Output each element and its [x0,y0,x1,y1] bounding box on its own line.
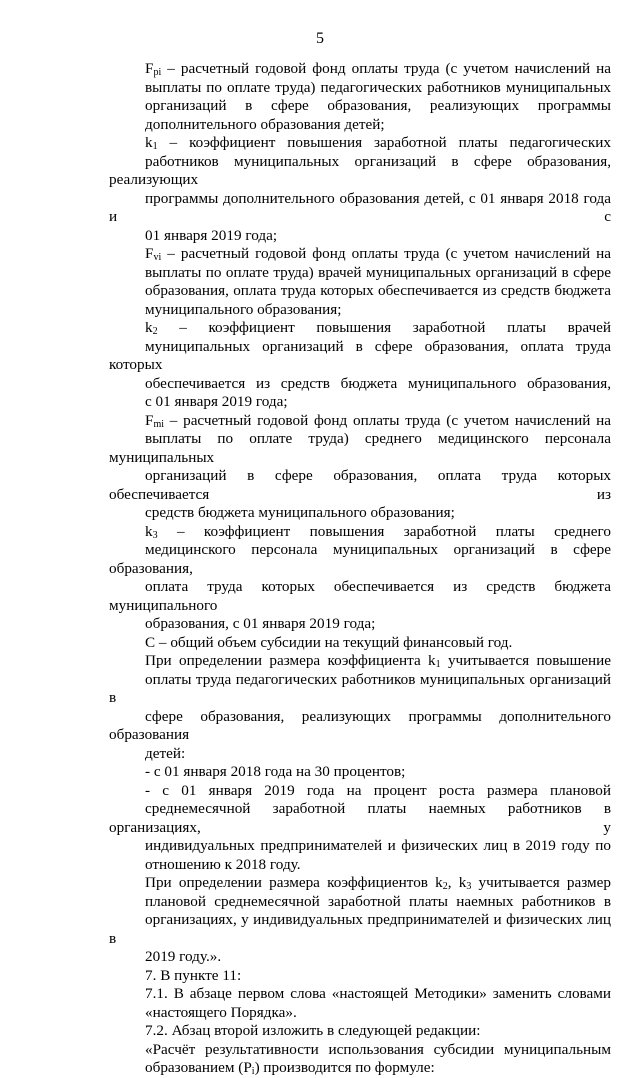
text-line: индивидуальных предпринимателей и физических лиц в 2019 году по [145,837,611,854]
text-line: дополнительного образования детей; [145,115,385,133]
paragraph [109,134,611,245]
text-line: образования, оплата труда которых обеспечивается из средств бюджета [145,282,611,299]
text-line: 7. В пункте 11: [145,966,242,984]
text-line: - с 01 января 2018 года на 30 процентов; [145,763,406,780]
paragraph [109,967,611,986]
text-line: сфере образования, реализующих программы дополнительного образования [109,707,611,743]
text-line: - с 01 января 2019 года на процент роста размера плановой [145,781,611,799]
text-line: оплаты труда педагогических работников муниципальных организаций в [109,670,611,706]
paragraph [109,319,611,412]
text-line: детей: [145,744,186,762]
text-line: организаций в сфере образования, оплата труда которых обеспечивается из [109,467,611,503]
text-line: 01 января 2019 года; [145,226,278,244]
text-line: программы дополнительного образования детей, с 01 января 2018 года и с [109,189,611,225]
text-line: $F_{mi}$ – расчетный годовой фонд оплаты труда (с учетом начислений на [145,411,611,430]
text-line: 7.1. В абзаце первом слова «настоящей Методики» заменить словами [145,985,611,1002]
text-line: $k_3$ – коэффициент повышения заработной платы среднего [145,522,611,541]
paragraph [109,523,611,634]
paragraph [109,1022,611,1041]
paragraph [109,874,611,967]
text-line: отношению к 2018 году. [145,855,301,873]
page-number: 5 [316,30,324,47]
text-line: выплаты по оплате труда) педагогических работников муниципальных [145,78,611,96]
text-line: с 01 января 2019 года; [145,393,288,410]
text-line: организаций в сфере образования, реализующих программы [145,97,611,114]
paragraph [109,60,611,134]
text-line: $F_{vi}$ – расчетный годовой фонд оплаты труда (с учетом начислений на [145,245,611,263]
paragraph [109,652,611,763]
text-line: плановой среднемесячной заработной платы наемных работников в [145,892,611,910]
text-line: оплата труда которых обеспечивается из средств бюджета муниципального [109,578,611,614]
text-line: выплаты по оплате труда) среднего медицинского персонала муниципальных [109,430,611,466]
text-line: муниципальных организаций в сфере образования, оплата труда которых [109,337,611,373]
text-line: образования, с 01 января 2019 года; [145,615,376,632]
text-line: обеспечивается из средств бюджета муниципального образования, [145,374,611,392]
paragraph [109,782,611,875]
text-line: 2019 году.». [145,948,222,965]
text-line: «настоящего Порядка». [145,1003,297,1021]
paragraph [109,634,611,653]
paragraph [109,412,611,523]
document-body [109,60,611,1078]
text-line: образованием $(P_i)$ производится по формуле: [145,1059,435,1077]
paragraph [109,763,611,782]
text-line: организациях, у индивидуальных предпринимателей и физических лиц в [109,911,611,947]
text-line: среднемесячной заработной платы наемных работников в организациях, у [109,800,611,836]
text-line: работников муниципальных организаций в сфере образования, реализующих [109,152,611,188]
text-line: При определении размера коэффициента $k_1$ учитывается повышение [145,652,611,670]
text-line: $F_{pi}$ – расчетный годовой фонд оплаты труда (с учетом начислений на [145,60,611,78]
text-line: $k_1$ – коэффициент повышения заработной платы педагогических [145,134,611,152]
text-line: «Расчёт результативности использования субсидии муниципальным [145,1040,611,1058]
paragraph [109,245,611,319]
text-line: При определении размера коэффициентов $k_2$, $k_3$ учитывается размер [145,874,611,892]
text-line: С – общий объем субсидии на текущий финансовый год. [145,633,513,651]
text-line: $k_2$ – коэффициент повышения заработной платы врачей [145,319,611,337]
paragraph [109,985,611,1022]
text-line: 7.2. Абзац второй изложить в следующей редакции: [145,1022,481,1039]
text-line: выплаты по оплате труда) врачей муниципальных организаций в сфере [145,263,611,281]
text-line: муниципального образования; [145,300,342,318]
text-line: медицинского персонала муниципальных организаций в сфере образования, [109,541,611,577]
text-line: средств бюджета муниципального образования; [145,504,455,521]
paragraph [109,1041,611,1078]
